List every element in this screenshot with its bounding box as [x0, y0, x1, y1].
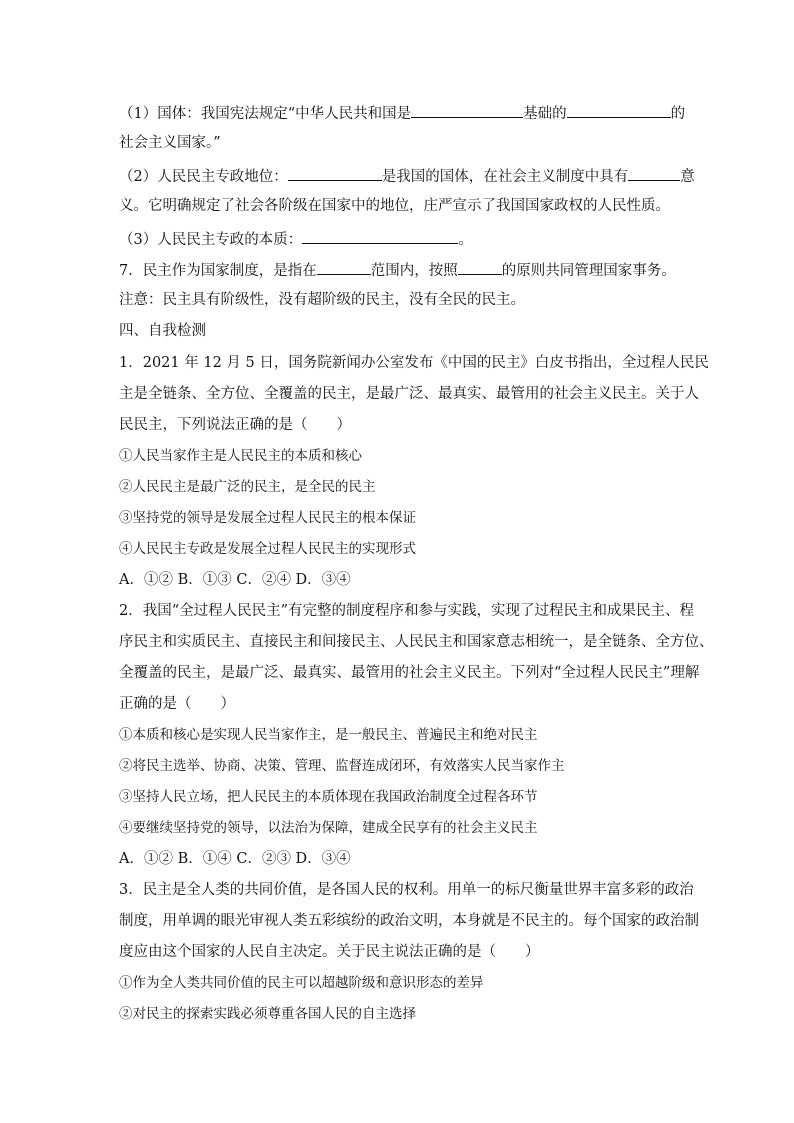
fill-item-1-line-1: [119, 102, 685, 124]
question-3-stem-line: 3．民主是全人类的共同价值，是各国人民的权利。用单一的标尺衡量世界丰富多彩的政治: [119, 882, 694, 898]
question-2-option: ③坚持人民立场，把人民民主的本质体现在我国政治制度全过程各环节: [119, 789, 538, 805]
question-1-stem-line: 1．2021 年 12 月 5 日，国务院新闻办公室发布《中国的民主》白皮书指出，全过程人民民: [119, 355, 709, 371]
question-2-option: ①本质和核心是实现人民当家作主，是一般民主、普遍民主和绝对民主: [119, 727, 538, 743]
question-2-option: ②将民主选举、协商、决策、管理、监督连成闭环，有效落实人民当家作主: [119, 758, 565, 774]
question-3-stem-line: 度应由这个国家的人民自主决定。关于民主说法正确的是（ ）: [119, 944, 540, 960]
question-3-stem-line: 制度，用单调的眼光审视人类五彩缤纷的政治文明，本身就是不民主的。每个国家的政治制: [119, 913, 699, 929]
fill-item-3-prefix: （3）人民民主专政的本质：: [119, 232, 303, 248]
question-1-answer-choices: A．①② B．①③ C．②④ D．③④: [119, 572, 351, 588]
question-2-stem-line: 全覆盖的民主，是最广泛、最真实、最管用的社会主义民主。下列对“全过程人民民主”理解: [119, 665, 700, 681]
fill-item-2-prefix: （2）人民民主专政地位：: [119, 169, 288, 185]
answer-blank[interactable]: [302, 228, 458, 244]
fill-item-1-suffix: 的: [670, 106, 686, 122]
fill-item-7-middle: 范围内，按照: [370, 263, 458, 279]
answer-blank[interactable]: [458, 259, 502, 275]
question-2-option: ④要继续坚持党的领导，以法治为保障，建成全民享有的社会主义民主: [119, 820, 538, 836]
section-title: 四、自我检测: [119, 323, 206, 339]
answer-blank[interactable]: [317, 259, 371, 275]
question-2-stem-line: 2．我国“全过程人民民主”有完整的制度程序和参与实践，实现了过程民主和成果民主、程: [119, 603, 695, 619]
fill-item-1-middle: 基础的: [523, 106, 567, 122]
question-1-option: ②人民民主是最广泛的民主，是全民的民主: [119, 479, 376, 495]
question-2-answer-choices: A．①② B．①④ C．②③ D．③④: [119, 851, 351, 867]
question-1-stem-line: 民民主，下列说法正确的是（ ）: [119, 417, 351, 433]
fill-item-2-suffix: 意: [680, 169, 695, 185]
answer-blank[interactable]: [288, 165, 382, 181]
fill-item-2-line-2: 义。它明确规定了社会各阶级在国家中的地位，庄严宣示了我国国家政权的人民性质。: [119, 198, 670, 214]
fill-item-7-prefix: 7．民主作为国家制度，是指在: [119, 263, 317, 279]
fill-item-7-suffix: 的原则共同管理国家事务。: [501, 263, 676, 279]
answer-blank[interactable]: [628, 165, 680, 181]
fill-item-3-suffix: 。: [458, 232, 473, 248]
fill-item-2-middle: 是我国的国体，在社会主义制度中具有: [381, 169, 629, 185]
fill-item-1-prefix: （1）国体：我国宪法规定“中华人民共和国是: [119, 106, 412, 122]
question-3-option: ②对民主的探索实践必须尊重各国人民的自主选择: [119, 1006, 416, 1022]
fill-item-1-line-2: 社会主义国家。”: [119, 135, 221, 151]
question-3-option: ①作为全人类共同价值的民主可以超越阶级和意识形态的差异: [119, 975, 484, 991]
fill-item-7-line: [119, 259, 676, 281]
question-1-option: ④人民民主专政是发展全过程人民民主的实现形式: [119, 541, 416, 557]
question-1-option: ①人民当家作主是人民民主的本质和核心: [119, 448, 362, 464]
fill-item-3-line: [119, 228, 473, 250]
fill-item-2-line-1: [119, 165, 695, 187]
question-2-stem-line: 序民主和实质民主、直接民主和间接民主、人民民主和国家意志相统一，是全链条、全方位、: [119, 634, 714, 650]
answer-blank[interactable]: [411, 102, 523, 118]
question-1-stem-line: 主是全链条、全方位、全覆盖的民主，是最广泛、最真实、最管用的社会主义民主。关于人: [119, 386, 699, 402]
answer-blank[interactable]: [567, 102, 671, 118]
note-text: 注意：民主具有阶级性，没有超阶级的民主，没有全民的民主。: [119, 292, 525, 308]
question-1-option: ③坚持党的领导是发展全过程人民民主的根本保证: [119, 510, 416, 526]
question-2-stem-line: 正确的是（ ）: [119, 696, 235, 712]
